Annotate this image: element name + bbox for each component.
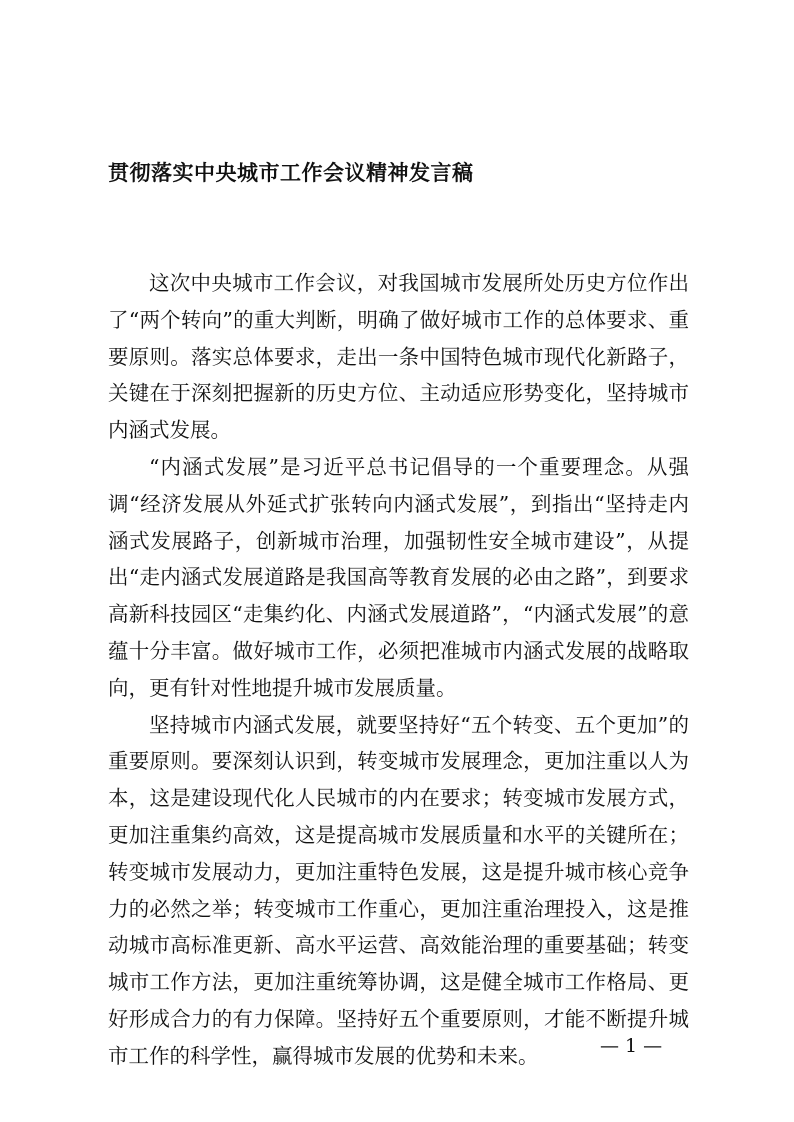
document-title: 贯彻落实中央城市工作会议精神发言稿 (108, 161, 474, 185)
page-number: — 1 — (600, 1035, 663, 1057)
paragraph: 这次中央城市工作会议，对我国城市发展所处历史方位作出了“两个转向”的重大判断，明确了做好城市工作的总体要求、重要原则。落实总体要求，走出一条中国特色城市现代化新路子，关键在于深刻把握新的历史方位、主动适应形势变化，坚持城市内涵式发展。 (108, 271, 689, 443)
paragraph: 坚持城市内涵式发展，就要坚持好“五个转变、五个更加”的重要原则。要深刻认识到，转变城市发展理念，更加注重以人为本，这是建设现代化人民城市的内在要求；转变城市发展方式，更加注重集约高效，这是提高城市发展质量和水平的关键所在；转变城市发展动力，更加注重特色发展，这是提升城市核心竞争力的必然之举；转变城市工作重心，更加注重治理投入，这是推动城市高标准更新、高水平运营、高效能治理的重要基础；转变城市工作方法，更加注重统筹协调，这是健全城市工作格局、更好形成合力的有力保障。坚持好五个重要原则，才能不断提升城市工作的科学性，赢得城市发展的优势和未来。 (108, 712, 689, 1068)
paragraph: “内涵式发展”是习近平总书记倡导的一个重要理念。从强调“经济发展从外延式扩张转向内涵式发展”，到指出“坚持走内涵式发展路子，创新城市治理，加强韧性安全城市建设”，从提出“走内涵式发展道路是我国高等教育发展的必由之路”，到要求高新科技园区“走集约化、内涵式发展道路”，“内涵式发展”的意蕴十分丰富。做好城市工作，必须把准城市内涵式发展的战略取向，更有针对性地提升城市发展质量。 (108, 454, 689, 700)
document-body (108, 265, 689, 1075)
